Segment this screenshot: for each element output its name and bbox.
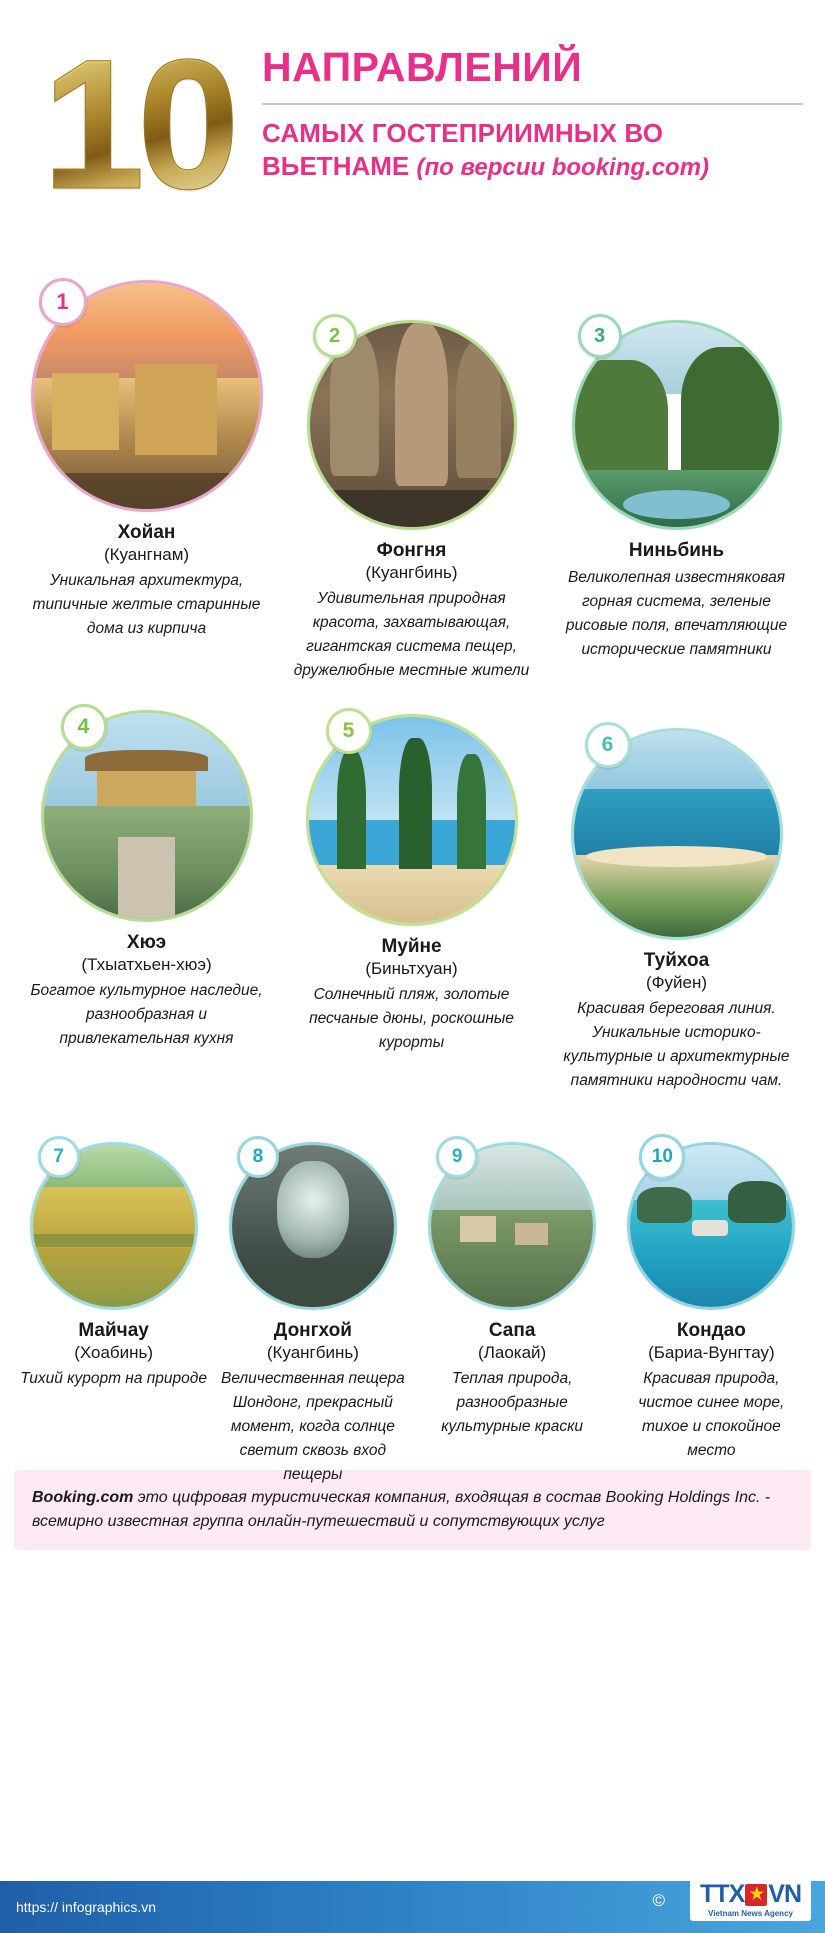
card-2-badge bbox=[313, 314, 357, 358]
card-5-title: Муйне bbox=[381, 936, 442, 957]
card-10-title: Кондао bbox=[676, 1320, 746, 1341]
card-9-title: Сапа bbox=[488, 1320, 536, 1341]
card-10-badge-text: 10 bbox=[651, 1146, 673, 1167]
footer-url[interactable]: https:// infographics.vn bbox=[16, 1899, 157, 1915]
logo-text-2: X bbox=[728, 1880, 745, 1908]
card-10-media bbox=[627, 1142, 795, 1310]
card-3-badge-text: 3 bbox=[593, 324, 606, 347]
card-7-title: Майчау bbox=[78, 1320, 149, 1341]
card-9 bbox=[413, 1130, 612, 1439]
card-8-description: Величественная пещера Шондонг, прекрасный момент, когда солнце светит сквозь вход пещеры bbox=[220, 1370, 405, 1484]
card-4-badge bbox=[61, 704, 107, 750]
card-3-media bbox=[572, 320, 782, 530]
footer-note-text: это цифровая туристическая компания, входящая в состав Booking Holdings Inc. - всемирно известная группа онлайн-путешествий и сопутствующих услуг bbox=[32, 1489, 771, 1530]
card-5 bbox=[279, 700, 544, 1055]
card-5-media bbox=[306, 714, 518, 926]
card-1-badge bbox=[39, 278, 87, 326]
header-source: (по версии booking.com) bbox=[416, 153, 710, 181]
card-9-badge-text: 9 bbox=[451, 1146, 463, 1167]
card-1-subtitle: (Куангнам) bbox=[103, 545, 190, 564]
card-8-media bbox=[229, 1142, 397, 1310]
card-2 bbox=[279, 270, 544, 683]
card-10-description: Красивая природа, чистое синее море, тихое и спокойное место bbox=[638, 1370, 785, 1460]
footer-note bbox=[14, 1470, 811, 1550]
card-9-badge bbox=[436, 1136, 478, 1178]
card-row-1 bbox=[14, 270, 811, 700]
logo-main bbox=[700, 1882, 801, 1907]
card-5-description: Солнечный пляж, золотые песчаные дюны, роскошные курорты bbox=[309, 986, 514, 1052]
card-4-title: Хюэ bbox=[126, 932, 167, 953]
card-7-description: Тихий курорт на природе bbox=[20, 1370, 207, 1387]
card-1 bbox=[14, 270, 279, 641]
card-7-badge bbox=[38, 1136, 80, 1178]
card-9-subtitle: (Лаокай) bbox=[478, 1343, 547, 1362]
card-8-title: Донгхой bbox=[273, 1320, 352, 1341]
card-5-badge-text: 5 bbox=[342, 719, 355, 742]
card-5-badge bbox=[326, 708, 372, 754]
copyright-symbol: © bbox=[652, 1891, 665, 1910]
card-6-description: Красивая береговая линия. Уникальные историко-культурные и архитектурные памятники народности чам. bbox=[563, 1000, 790, 1090]
ttxvn-logo bbox=[690, 1877, 811, 1921]
card-4-media bbox=[41, 710, 253, 922]
card-1-description: Уникальная архитектура, типичные желтые старинные дома из кирпича bbox=[32, 572, 261, 638]
cards-grid bbox=[0, 270, 825, 1484]
footer-note-brand: Booking.com bbox=[32, 1489, 134, 1506]
card-2-subtitle: (Куангбинь) bbox=[365, 563, 458, 582]
card-row-2 bbox=[14, 700, 811, 1130]
card-4-description: Богатое культурное наследие, разнообразная и привлекательная кухня bbox=[30, 982, 263, 1048]
card-8 bbox=[213, 1130, 412, 1487]
card-6-media bbox=[571, 728, 783, 940]
card-7-badge-text: 7 bbox=[53, 1146, 64, 1167]
card-8-badge bbox=[237, 1136, 279, 1178]
logo-text-3: VN bbox=[768, 1880, 801, 1908]
card-6 bbox=[544, 700, 809, 1093]
card-4 bbox=[14, 700, 279, 1051]
card-4-badge-text: 4 bbox=[77, 715, 90, 738]
card-10-subtitle: (Бариа-Вунгтау) bbox=[648, 1343, 775, 1362]
header-line-3-text: ВЬЕТНАМЕ bbox=[262, 150, 410, 181]
logo-text-1: TT bbox=[700, 1880, 729, 1908]
card-6-badge bbox=[585, 722, 631, 768]
card-2-badge-text: 2 bbox=[328, 324, 341, 347]
header-number: 10 bbox=[42, 22, 232, 228]
card-8-subtitle: (Куангбинь) bbox=[266, 1343, 359, 1362]
header-line-1: НАПРАВЛЕНИЙ bbox=[262, 44, 583, 90]
card-2-media bbox=[307, 320, 517, 530]
card-2-description: Удивительная природная красота, захватывающая, гигантская система пещер, дружелюбные местные жители bbox=[293, 590, 530, 680]
card-7-subtitle: (Хоабинь) bbox=[74, 1343, 154, 1362]
card-3 bbox=[544, 270, 809, 662]
card-7 bbox=[14, 1130, 213, 1391]
card-9-description: Теплая природа, разнообразные культурные краски bbox=[441, 1370, 584, 1436]
card-1-media bbox=[31, 280, 263, 512]
card-3-description: Великолепная известняковая горная система, зеленые рисовые поля, впечатляющие исторические памятники bbox=[565, 569, 788, 659]
card-7-media bbox=[30, 1142, 198, 1310]
logo-star-icon: ★ bbox=[745, 1884, 767, 1906]
header-text-block bbox=[252, 18, 803, 183]
card-1-title: Хойан bbox=[117, 522, 176, 543]
header-divider bbox=[262, 103, 803, 105]
logo-subtitle: Vietnam News Agency bbox=[708, 1909, 793, 1918]
card-6-subtitle: (Фуйен) bbox=[645, 973, 708, 992]
card-2-title: Фонгня bbox=[376, 540, 447, 561]
card-4-subtitle: (Тхыатхьен-хюэ) bbox=[81, 955, 212, 974]
card-5-subtitle: (Биньтхуан) bbox=[365, 959, 458, 978]
card-9-media bbox=[428, 1142, 596, 1310]
header-line-2: САМЫХ ГОСТЕПРИИМНЫХ ВО bbox=[262, 118, 664, 149]
card-3-title: Ниньбинь bbox=[628, 540, 725, 561]
card-6-title: Туйхоа bbox=[643, 950, 710, 971]
card-row-3 bbox=[14, 1130, 811, 1484]
header-line-3 bbox=[262, 150, 803, 183]
card-1-badge-text: 1 bbox=[56, 289, 69, 314]
header bbox=[0, 0, 825, 270]
card-6-badge-text: 6 bbox=[601, 733, 614, 756]
card-3-badge bbox=[578, 314, 622, 358]
card-8-badge-text: 8 bbox=[252, 1146, 264, 1167]
header-number-block bbox=[22, 18, 252, 233]
card-10 bbox=[612, 1130, 811, 1463]
